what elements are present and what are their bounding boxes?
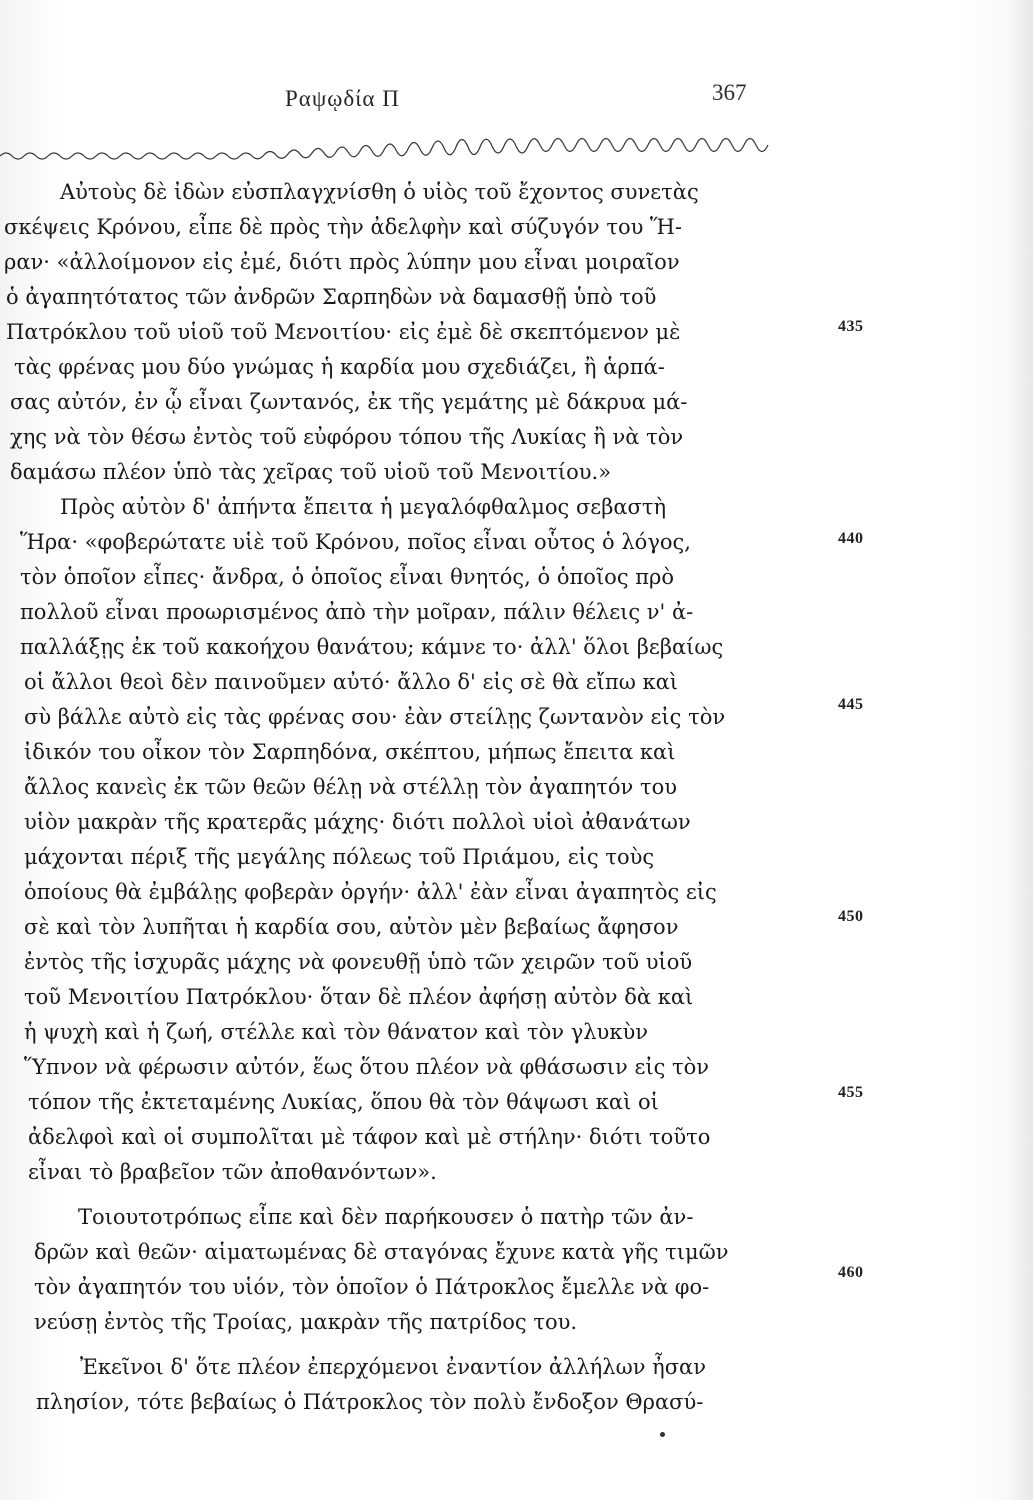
text-line: πολλοῦ εἶναι προωρισμένος ἀπὸ τὴν μοῖραν, πάλιν θέλεις ν' ἀ- bbox=[20, 600, 694, 624]
text-line: Ἥρα· «φοβερώτατε υἱὲ τοῦ Κρόνου, ποῖος εἶναι οὗτος ὁ λόγος, bbox=[20, 530, 691, 554]
text-line: Ἐκεῖνοι δ' ὅτε πλέον ἐπερχόμενοι ἐναντίον ἀλλήλων ἦσαν bbox=[80, 1355, 707, 1379]
text-line: τὰς φρένας μου δύο γνώμας ἡ καρδία μου σχεδιάζει, ἢ ἁρπά- bbox=[14, 355, 665, 379]
text-line: οἱ ἄλλοι θεοὶ δὲν παινοῦμεν αὐτό· ἄλλο δ' εἰς σὲ θὰ εἴπω καὶ bbox=[24, 670, 679, 694]
text-line: ἐντὸς τῆς ἰσχυρᾶς μάχης νὰ φονευθῇ ὑπὸ τῶν χειρῶν τοῦ υἱοῦ bbox=[24, 950, 693, 974]
text-line: τοῦ Μενοιτίου Πατρόκλου· ὅταν δὲ πλέον ἀφήσῃ αὐτὸν δὰ καὶ bbox=[24, 985, 694, 1009]
text-line: τὸν ὁποῖον εἶπες· ἄνδρα, ὁ ὁποῖος εἶναι θνητός, ὁ ὁποῖος πρὸ bbox=[20, 565, 675, 589]
page-edge-shadow bbox=[1005, 0, 1033, 1500]
text-line: ὁποίους θὰ ἐμβάλῃς φοβερὰν ὀργήν· ἀλλ' ἐὰν εἶναι ἀγαπητὸς εἰς bbox=[24, 880, 717, 904]
running-title: Ραψῳδία Π bbox=[285, 86, 400, 111]
line-number-450: 450 bbox=[838, 908, 864, 925]
text-line: σὺ βάλλε αὐτὸ εἰς τὰς φρένας σου· ἐὰν στείλῃς ζωντανὸν εἰς τὸν bbox=[24, 705, 726, 729]
text-line: Αὐτοὺς δὲ ἰδὼν εὐσπλαγχνίσθη ὁ υἱὸς τοῦ ἔχοντος συνετὰς bbox=[60, 180, 699, 204]
line-number-455: 455 bbox=[838, 1084, 864, 1101]
text-line: ἀδελφοὶ καὶ οἱ συμπολῖται μὲ τάφον καὶ μὲ στήλην· διότι τοῦτο bbox=[28, 1125, 711, 1149]
text-line: τὸν ἀγαπητόν του υἱόν, τὸν ὁποῖον ὁ Πάτροκλος ἔμελλε νὰ φο- bbox=[34, 1275, 710, 1299]
text-line: Πρὸς αὐτὸν δ' ἀπήντα ἔπειτα ἡ μεγαλόφθαλμος σεβαστὴ bbox=[60, 495, 667, 519]
text-line: ἄλλος κανεὶς ἐκ τῶν θεῶν θέλῃ νὰ στέλλῃ τὸν ἀγαπητόν του bbox=[24, 775, 677, 799]
line-number-460: 460 bbox=[838, 1264, 864, 1281]
text-line: σας αὐτόν, ἐν ᾧ εἶναι ζωντανός, ἐκ τῆς γεμάτης μὲ δάκρυα μά- bbox=[10, 390, 688, 414]
line-number-445: 445 bbox=[838, 696, 864, 713]
text-line: δαμάσω πλέον ὑπὸ τὰς χεῖρας τοῦ υἱοῦ τοῦ Μενοιτίου.» bbox=[10, 460, 612, 484]
ink-speck bbox=[660, 1432, 665, 1437]
line-number-440: 440 bbox=[838, 530, 864, 547]
text-line: σὲ καὶ τὸν λυπῆται ἡ καρδία σου, αὐτὸν μὲν βεβαίως ἄφησον bbox=[24, 915, 679, 939]
text-line: τόπον τῆς ἐκτεταμένης Λυκίας, ὅπου θὰ τὸν θάψωσι καὶ οἱ bbox=[28, 1090, 659, 1114]
text-line: νεύσῃ ἐντὸς τῆς Τροίας, μακρὰν τῆς πατρίδος του. bbox=[34, 1310, 578, 1334]
text-line: πλησίον, τότε βεβαίως ὁ Πάτροκλος τὸν πολὺ ἔνδοξον Θρασύ- bbox=[36, 1390, 704, 1414]
text-line: Τοιουτοτρόπως εἶπε καὶ δὲν παρήκουσεν ὁ πατὴρ τῶν ἀν- bbox=[78, 1205, 694, 1229]
text-line: υἱὸν μακρὰν τῆς κρατερᾶς μάχης· διότι πολλοὶ υἱοὶ ἀθανάτων bbox=[24, 810, 691, 834]
text-line: ὁ ἀγαπητότατος τῶν ἀνδρῶν Σαρπηδὼν νὰ δαμασθῇ ὑπὸ τοῦ bbox=[6, 285, 657, 309]
text-line: Πατρόκλου τοῦ υἱοῦ τοῦ Μενοιτίου· εἰς ἐμὲ δὲ σκεπτόμενον μὲ bbox=[6, 320, 681, 344]
text-line: Ὕπνον νὰ φέρωσιν αὐτόν, ἕως ὅτου πλέον νὰ φθάσωσιν εἰς τὸν bbox=[24, 1055, 710, 1079]
wavy-rule-divider bbox=[0, 138, 780, 164]
text-line: μάχονται πέριξ τῆς μεγάλης πόλεως τοῦ Πριάμου, εἰς τοὺς bbox=[24, 845, 655, 869]
text-line: δρῶν καὶ θεῶν· αἱματωμένας δὲ σταγόνας ἔχυνε κατὰ γῆς τιμῶν bbox=[34, 1240, 729, 1264]
text-line: ἡ ψυχὴ καὶ ἡ ζωή, στέλλε καὶ τὸν θάνατον καὶ τὸν γλυκὺν bbox=[24, 1020, 648, 1044]
line-number-435: 435 bbox=[838, 318, 864, 335]
text-line: παλλάξῃς ἐκ τοῦ κακοήχου θανάτου; κάμνε το· ἀλλ' ὅλοι βεβαίως bbox=[20, 635, 724, 659]
text-line: ραν· «ἀλλοίμονον εἰς ἐμέ, διότι πρὸς λύπην μου εἶναι μοιραῖον bbox=[4, 250, 680, 274]
text-line: σκέψεις Κρόνου, εἶπε δὲ πρὸς τὴν ἀδελφὴν καὶ σύζυγόν του Ἥ- bbox=[4, 215, 682, 239]
page-number: 367 bbox=[712, 80, 747, 105]
text-line: ἰδικόν του οἶκον τὸν Σαρπηδόνα, σκέπτου, μήπως ἔπειτα καὶ bbox=[24, 740, 676, 764]
text-line: εἶναι τὸ βραβεῖον τῶν ἀποθανόντων». bbox=[28, 1160, 437, 1184]
text-line: χης νὰ τὸν θέσω ἐντὸς τοῦ εὐφόρου τόπου τῆς Λυκίας ἢ νὰ τὸν bbox=[10, 425, 684, 449]
